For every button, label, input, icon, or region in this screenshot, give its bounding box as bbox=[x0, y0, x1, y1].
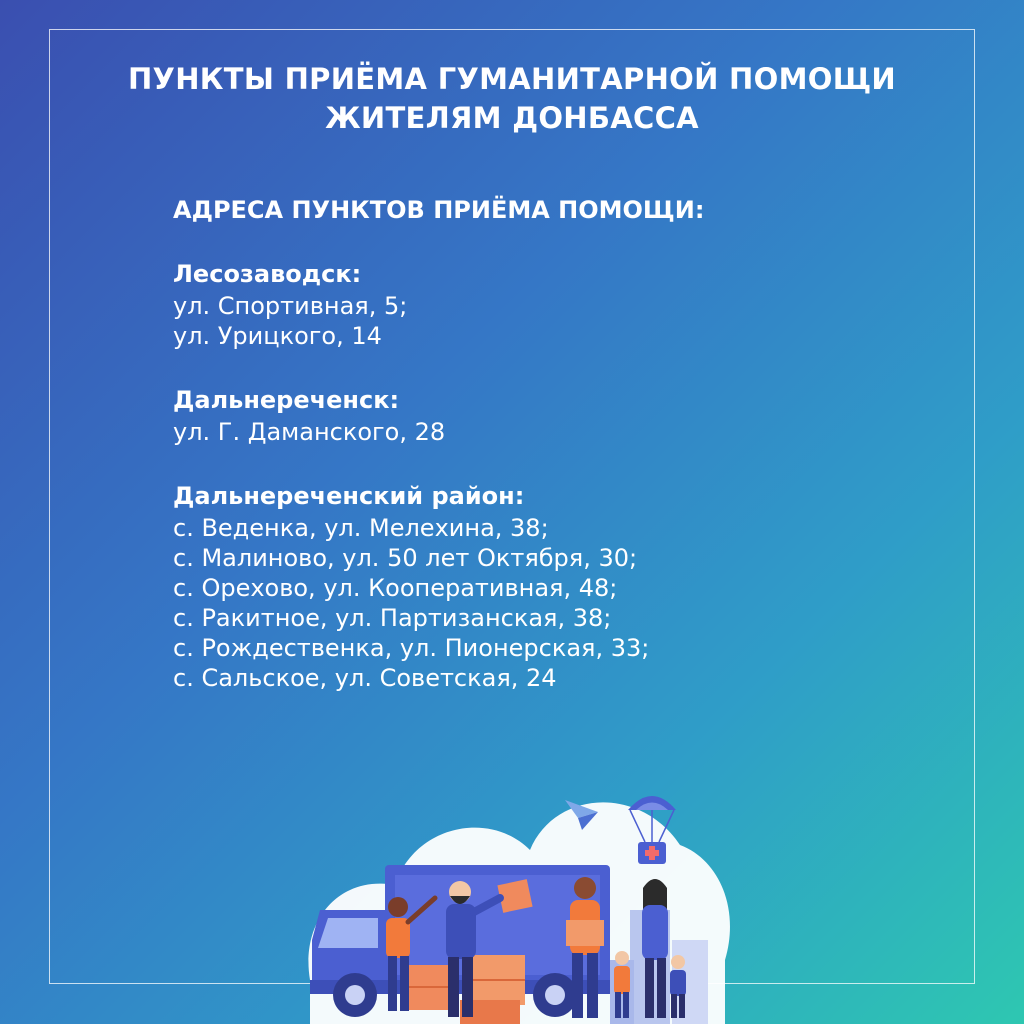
volunteers-illustration bbox=[300, 770, 740, 1024]
address-item: с. Малиново, ул. 50 лет Октября, 30; bbox=[173, 544, 638, 572]
address-item: ул. Спортивная, 5; bbox=[173, 292, 408, 320]
address-list bbox=[173, 513, 953, 693]
addresses-block bbox=[173, 194, 953, 726]
section-heading: Дальнереченский район: bbox=[173, 482, 525, 510]
address-list bbox=[173, 291, 953, 351]
address-item: с. Ракитное, ул. Партизанская, 38; bbox=[173, 604, 612, 632]
address-item: с. Сальское, ул. Советская, 24 bbox=[173, 664, 557, 692]
section-dalnerechensk-district bbox=[173, 480, 953, 693]
addresses-subtitle: АДРЕСА ПУНКТОВ ПРИЁМА ПОМОЩИ: bbox=[173, 196, 705, 224]
section-heading: Дальнереченск: bbox=[173, 386, 400, 414]
address-item: с. Орехово, ул. Кооперативная, 48; bbox=[173, 574, 618, 602]
address-item: с. Веденка, ул. Мелехина, 38; bbox=[173, 514, 549, 542]
address-item: с. Рождественка, ул. Пионерская, 33; bbox=[173, 634, 650, 662]
address-list bbox=[173, 417, 953, 447]
title-line-1: ПУНКТЫ ПРИЁМА ГУМАНИТАРНОЙ ПОМОЩИ bbox=[127, 62, 897, 96]
poster-title bbox=[0, 60, 1024, 138]
section-heading: Лесозаводск: bbox=[173, 260, 362, 288]
section-dalnerechensk bbox=[173, 384, 953, 447]
address-item: ул. Урицкого, 14 bbox=[173, 322, 382, 350]
section-lesozavodsk bbox=[173, 258, 953, 351]
address-item: ул. Г. Даманского, 28 bbox=[173, 418, 446, 446]
title-line-2: ЖИТЕЛЯМ ДОНБАССА bbox=[325, 101, 699, 135]
